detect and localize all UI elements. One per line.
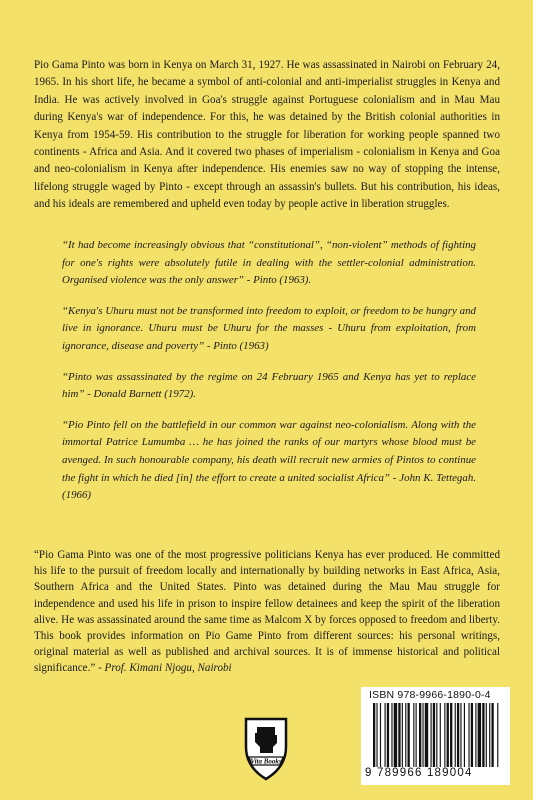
endorsement-paragraph [34, 547, 500, 677]
barcode-icon [369, 703, 503, 769]
isbn-barcode-block [361, 687, 510, 785]
endorsement-attribution: Prof. Kimani Njogu, Nairobi [101, 662, 232, 675]
quote-barnett: “Pinto was assassinated by the regime on 24 February 1965 and Kenya has yet to replace him” - Donald Barnett (1972). [62, 370, 476, 401]
isbn-label: ISBN 978-9966-1890-0-4 [369, 689, 491, 701]
quote-tettegah: “Pio Pinto fell on the battlefield in our common war against neo-colonialism. Along with the immortal Patrice Lumumba … he has joined the ranks of our martyrs whose blood must be avenged. In such honourable company, his death will recruit new armies of Pintos to continue the fight in which he died [in] the effort to create a united socialist Africa” - John K. Tettegah. (1966) [62, 418, 476, 502]
quote-constitutional: “It had become increasingly obvious that “constitutional”, “non-violent” methods of fighting for one's rights were absolutely futile in dealing with the settler-colonial administration. Organised violence was the only answer” - Pinto (1963). [62, 239, 476, 287]
intro-paragraph: Pio Gama Pinto was born in Kenya on March 31, 1927. He was assassinated in Nairobi on February 24, 1965. In his short life, he became a symbol of anti-colonial and anti-imperialist struggles in Kenya and India. He was actively involved in Goa's struggle against Portuguese colonialism and in Mau Mau during Kenya's war of independence. For this, he was detained by the British colonial authorities in Kenya from 1954-59. His contribution to the struggle for liberation for working people spanned two continents - Africa and Asia. And it covered two phases of imperialism - colonialism in Kenya and Goa and neo-colonialism in Kenya after independence. His enemies saw no way of stopping the intense, lifelong struggle waged by Pinto - except through an assassin's bullets. But his contribution, his ideas, and his ideals are remembered and upheld even today by people active in liberation struggles. [34, 59, 500, 211]
quote-uhuru: “Kenya's Uhuru must not be transformed into freedom to exploit, or freedom to be hungry and live in ignorance. Uhuru must be Uhuru for the masses - Uhuru from exploitation, from ignorance, disease and poverty” - Pinto (1963) [62, 304, 476, 352]
raised-fist-shield-icon [240, 713, 292, 783]
endorsement-text: “Pio Gama Pinto was one of the most progressive politicians Kenya has ever produced. He committed his life to the pursuit of freedom locally and internationally by building networks in East Africa, Asia, Southern Africa and the United States. Pinto was detained during the Mau Mau struggle for independence and used his life in prison to inspire fellow detainees and keep the spirit of the liberation alive. He was assassinated around the same time as Malcom X by forces opposed to freedom and liberty. This book provides information on Pio Game Pinto from different sources: his personal writings, original material as well as published and archival sources. It is of immense historical and political significance.” - [34, 549, 500, 675]
svg-text:Vita Books: Vita Books [250, 757, 282, 766]
quotes-block [62, 237, 476, 518]
isbn-digits: 9 789966 189004 [365, 767, 473, 779]
